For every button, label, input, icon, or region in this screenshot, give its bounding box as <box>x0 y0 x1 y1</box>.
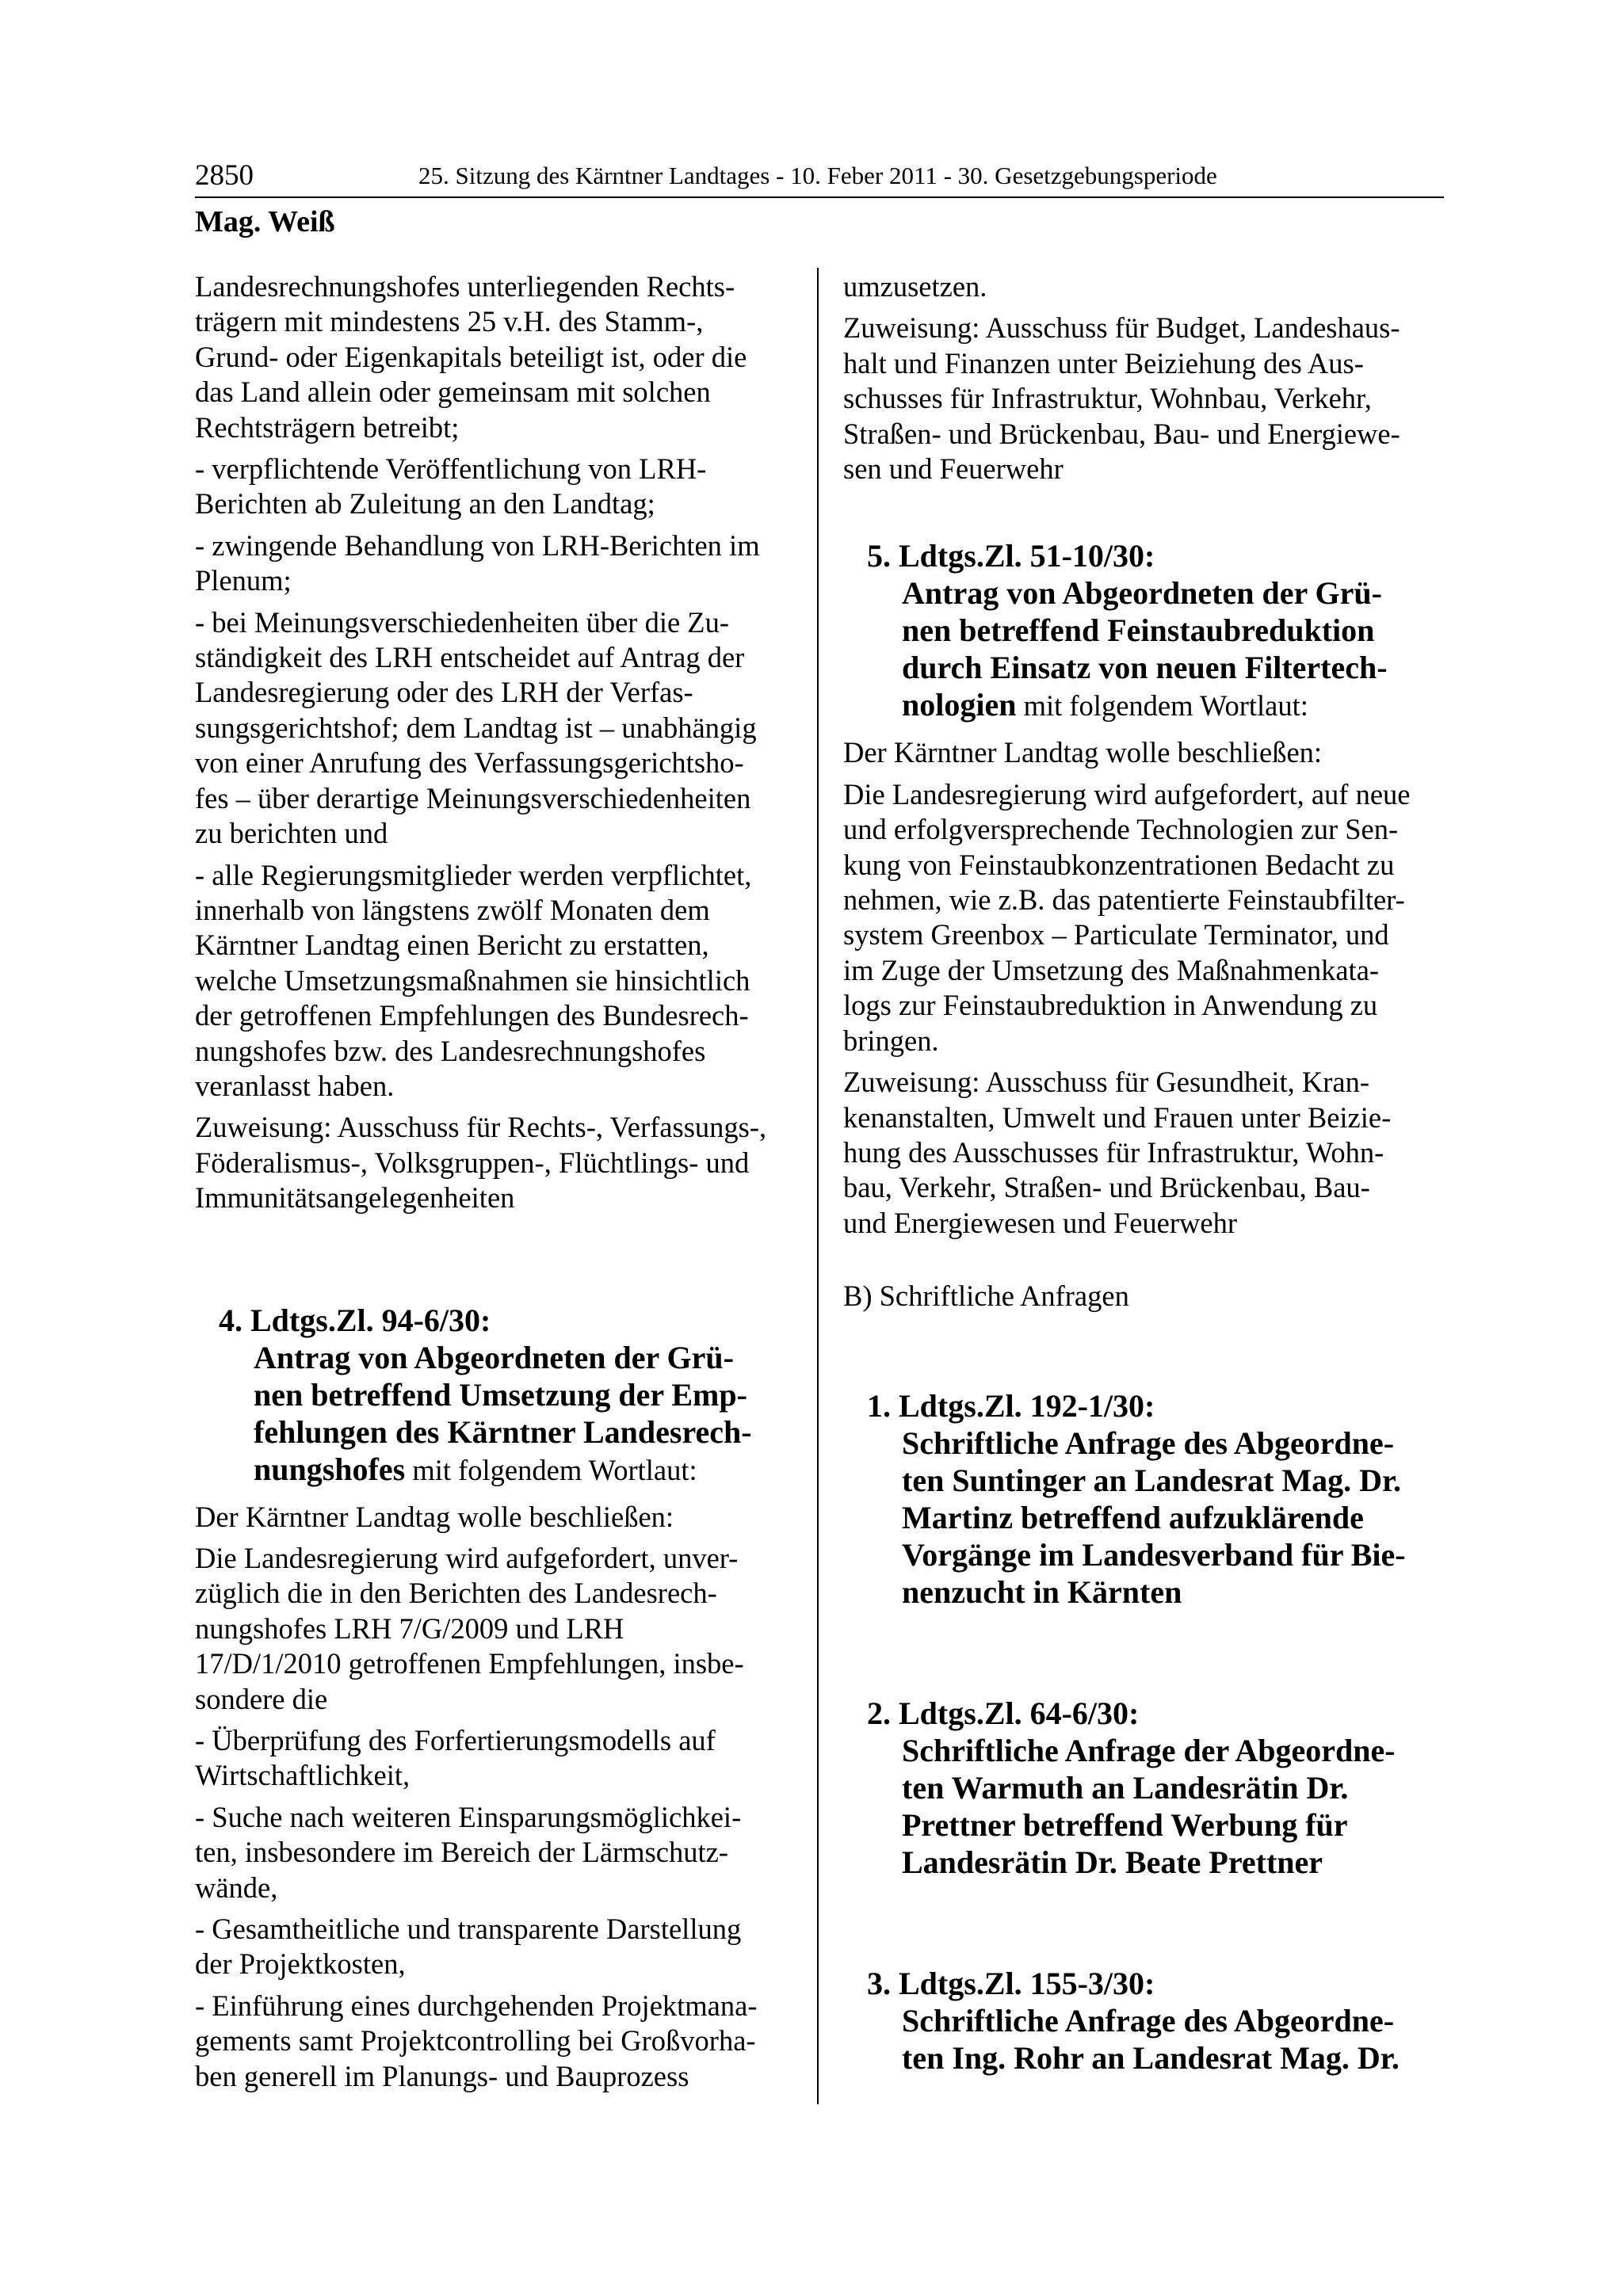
item-title <box>195 1339 791 1489</box>
paragraph: - Einführung eines durchgehenden Projektmana- gements samt Projektcontrolling bei Großvorha- ben generell im Planungs- und Bauprozess <box>195 1989 758 2092</box>
item-number: 5. Ldtgs.Zl. 51-10/30: <box>867 538 1155 574</box>
paragraph: umzusetzen. <box>843 270 987 303</box>
item-title: Schriftliche Anfrage der Abgeordne- ten Warmuth an Landesrätin Dr. Prettner betreffend Werbung für Landesrätin Dr. Beate Prettner <box>902 1732 1396 1880</box>
item-title-suffix: mit folgendem Wortlaut: <box>405 1453 697 1486</box>
inquiry-item-3 <box>843 1965 1439 2077</box>
assignment-paragraph: Zuweisung: Ausschuss für Gesundheit, Kran- kenanstalten, Umwelt und Frauen unter Beizie- hung des Ausschusses für Infrastruktur, Wohn- bau, Verkehr, Straßen- und Brückenbau, Bau- und Energiewesen und Feuerwehr <box>843 1066 1392 1239</box>
item-number: 4. Ldtgs.Zl. 94-6/30: <box>219 1302 491 1338</box>
paragraph: Der Kärntner Landtag wolle beschließen: <box>843 736 1323 769</box>
paragraph: - Gesamtheitliche und transparente Darstellung der Projektkosten, <box>195 1913 742 1981</box>
item-number: 3. Ldtgs.Zl. 155-3/30: <box>867 1965 1155 2001</box>
paragraph: Die Landesregierung wird aufgefordert, unver- züglich die in den Berichten des Landesrech- nungshofes LRH 7/G/2009 und LRH 17/D/1/2010 getroffenen Empfehlungen, insbe- sondere die <box>195 1541 744 1715</box>
item-title: Schriftliche Anfrage des Abgeordne- ten Ing. Rohr an Landesrat Mag. Dr. <box>902 2002 1400 2076</box>
left-column <box>195 269 791 2100</box>
paragraph: Die Landesregierung wird aufgefordert, auf neue und erfolgversprechende Technologien zur Sen- kung von Feinstaubkonzentrationen Bedacht zu nehmen, wie z.B. das patentierte Feinstaubfilter- system Greenbox – Particulate Terminator, und im Zuge der Umsetzung des Maßnahmenkata- logs zur Feinstaubreduktion in Anwendung zu bringen. <box>843 777 1411 1057</box>
paragraph: - zwingende Behandlung von LRH-Berichten im Plenum; <box>195 528 760 597</box>
agenda-item-5 <box>843 537 1439 724</box>
item-title: Schriftliche Anfrage des Abgeordne- ten Suntinger an Landesrat Mag. Dr. Martinz betreffend aufzuklärende Vorgänge im Landesverband für Bie- nenzucht in Kärnten <box>902 1425 1406 1610</box>
item-number: 1. Ldtgs.Zl. 192-1/30: <box>867 1387 1155 1424</box>
paragraph: - alle Regierungsmitglieder werden verpflichtet, innerhalb von längstens zwölf Monaten dem Kärntner Landtag einen Bericht zu erstatten, welche Umsetzungsmaßnahmen sie hinsichtlich der getroffenen Empfehlungen des Bundesrech- nungshofes bzw. des Landesrechnungshofes veranlasst haben. <box>195 858 752 1102</box>
paragraph: - Überprüfung des Forfertierungsmodells auf Wirtschaftlichkeit, <box>195 1724 716 1792</box>
page-number: 2850 <box>195 159 254 192</box>
assignment-paragraph: Zuweisung: Ausschuss für Rechts-, Verfassungs-, Föderalismus-, Volksgruppen-, Flüchtlings- und Immunitätsangelegenheiten <box>195 1111 767 1215</box>
paragraph: Der Kärntner Landtag wolle beschließen: <box>195 1500 674 1533</box>
item-title-suffix: mit folgendem Wortlaut: <box>1016 689 1308 723</box>
item-number: 2. Ldtgs.Zl. 64-6/30: <box>867 1695 1140 1731</box>
section-heading: B) Schriftliche Anfragen <box>843 1280 1129 1313</box>
paragraph: - verpflichtende Veröffentlichung von LRH- Berichten ab Zuleitung an den Landtag; <box>195 452 707 521</box>
running-header-title: 25. Sitzung des Kärntner Landtages - 10. Feber 2011 - 30. Gesetzgebungsperiode <box>418 162 1217 189</box>
paragraph: - Suche nach weiteren Einsparungsmöglichkei- ten, insbesondere im Bereich der Lärmschutz- wände, <box>195 1800 742 1904</box>
item-title-text: Antrag von Abgeordneten der Grü- nen betreffend Umsetzung der Emp- fehlungen des Kärntner Landesrech- nungshofes <box>254 1339 752 1487</box>
column-divider <box>817 268 819 2104</box>
paragraph: - bei Meinungsverschiedenheiten über die Zu- ständigkeit des LRH entscheidet auf Antrag der Landesregierung oder des LRH der Verfas- sungsgerichtshof; dem Landtag ist – unabhängig von einer Anrufung des Verfassungsgerichtsho- fes – über derartige Meinungsverschiedenheiten zu berichten und <box>195 605 757 850</box>
right-column <box>843 269 1439 2088</box>
agenda-item-4 <box>195 1302 791 1489</box>
inquiry-item-1 <box>843 1387 1439 1611</box>
item-title <box>843 574 1439 724</box>
page-header <box>195 152 1444 198</box>
inquiry-item-2 <box>843 1695 1439 1881</box>
paragraph: Landesrechnungshofes unterliegenden Rechts- trägern mit mindestens 25 v.H. des Stamm-, Grund- oder Eigenkapitals beteiligt ist, oder die das Land allein oder gemeinsam mit solchen Rechtsträgern betreibt; <box>195 270 747 444</box>
item-title-text: Antrag von Abgeordneten der Grü- nen betreffend Feinstaubreduktion durch Einsatz von neuen Filtertech- nologien <box>902 575 1388 723</box>
speaker-name: Mag. Weiß <box>195 205 335 238</box>
assignment-paragraph: Zuweisung: Ausschuss für Budget, Landeshaus- halt und Finanzen unter Beiziehung des Aus- schusses für Infrastruktur, Wohnbau, Verkehr, Straßen- und Brückenbau, Bau- und Energiewe- sen und Feuerwehr <box>843 311 1400 486</box>
